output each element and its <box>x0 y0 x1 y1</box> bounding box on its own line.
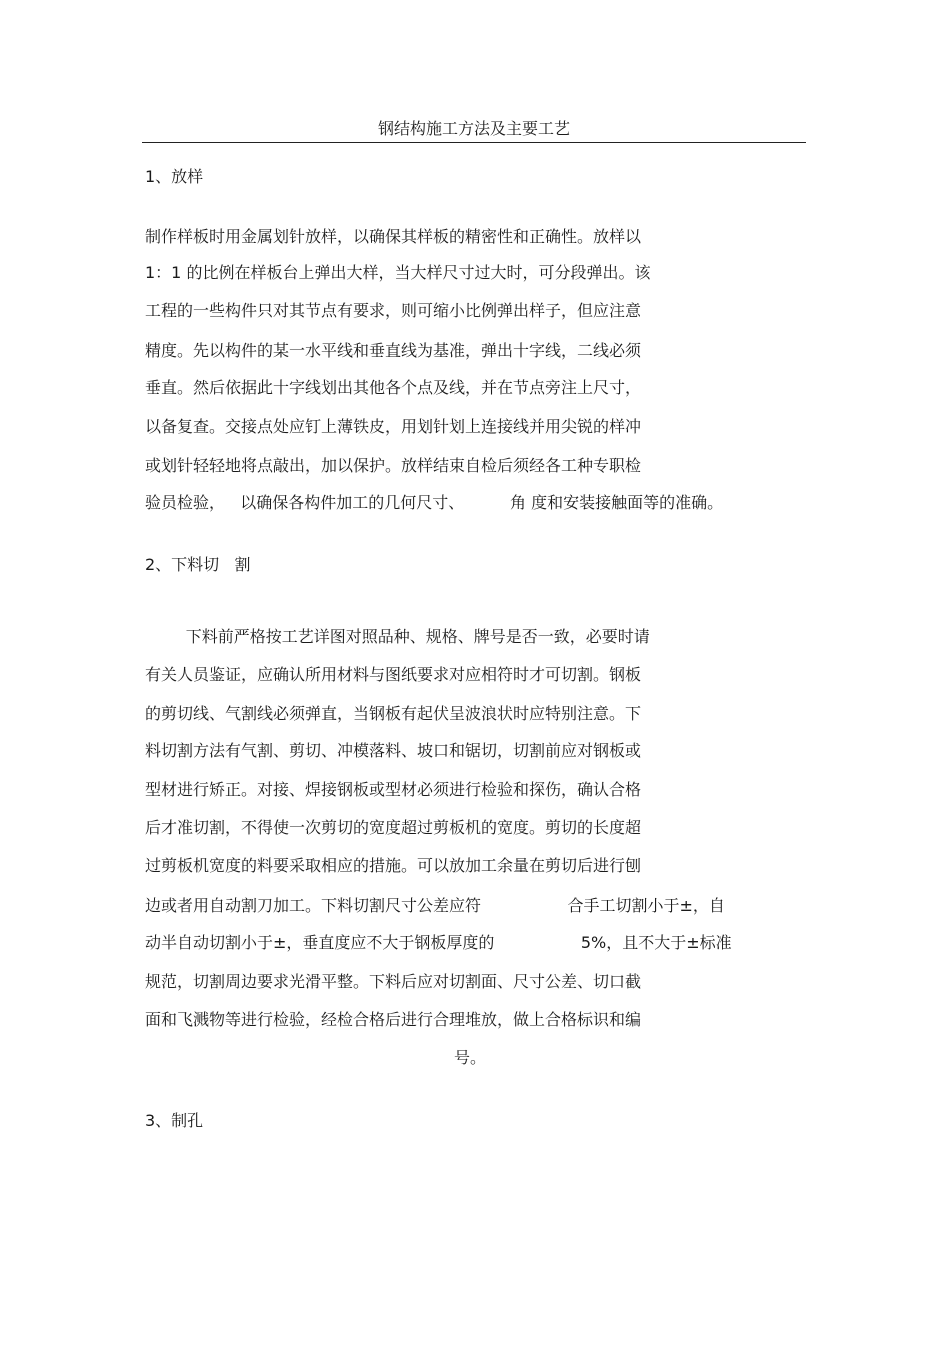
section-2-line: 面和飞溅物等进行检验，经检合格后进行合理堆放，做上合格标识和编 <box>145 1010 642 1029</box>
section-1-line: 验员检验， 以确保各构件加工的几何尺寸、 角 度和安装接触面等的准确。 <box>145 493 724 512</box>
section-2-line: 后才准切割，不得使一次剪切的宽度超过剪板机的宽度。剪切的长度超 <box>145 818 642 837</box>
document-title: 钢结构施工方法及主要工艺 <box>377 119 570 138</box>
section-1-line: 工程的一些构件只对其节点有要求，则可缩小比例弹出样子，但应注意 <box>145 301 642 320</box>
section-1-heading: 1、放样 <box>145 167 204 186</box>
section-1-line: 或划针轻轻地将点敲出，加以保护。放样结束自检后须经各工种专职检 <box>145 456 642 475</box>
section-1-line: 制作样板时用金属划针放样，以确保其样板的精密性和正确性。放样以 <box>145 227 642 246</box>
section-1-line: 垂直。然后依据此十字线划出其他各个点及线，并在节点旁注上尺寸， <box>145 378 642 397</box>
section-2-line: 边或者用自动割刀加工。下料切割尺寸公差应符 合手工切割小于±，自 <box>145 896 725 915</box>
section-1-line: 1：1 的比例在样板台上弹出大样，当大样尺寸过大时，可分段弹出。该 <box>145 263 651 282</box>
section-1-line: 以备复查。交接点处应钉上薄铁皮，用划针划上连接线并用尖锐的样冲 <box>145 417 642 436</box>
section-2-heading: 2、下料切 割 <box>145 555 251 574</box>
section-2-line: 规范，切割周边要求光滑平整。下料后应对切割面、尺寸公差、切口截 <box>145 972 642 991</box>
section-3-heading: 3、制孔 <box>145 1111 204 1130</box>
title-divider <box>142 142 806 143</box>
section-2-line: 有关人员鉴证，应确认所用材料与图纸要求对应相符时才可切割。钢板 <box>145 665 642 684</box>
section-2-line: 过剪板机宽度的料要采取相应的措施。可以放加工余量在剪切后进行刨 <box>145 856 642 875</box>
section-2-closing: 号。 <box>453 1048 486 1067</box>
section-1-line: 精度。先以构件的某一水平线和垂直线为基准，弹出十字线，二线必须 <box>145 341 642 360</box>
section-2-line: 下料前严格按工艺详图对照品种、规格、牌号是否一致，必要时请 <box>145 627 650 646</box>
section-2-line: 动半自动切割小于±，垂直度应不大于钢板厚度的 5%，且不大于±标准 <box>145 933 732 952</box>
section-2-line: 料切割方法有气割、剪切、冲模落料、坡口和锯切，切割前应对钢板或 <box>145 741 642 760</box>
section-2-line: 型材进行矫正。对接、焊接钢板或型材必须进行检验和探伤，确认合格 <box>145 780 642 799</box>
section-2-line: 的剪切线、气割线必须弹直，当钢板有起伏呈波浪状时应特别注意。下 <box>145 704 642 723</box>
